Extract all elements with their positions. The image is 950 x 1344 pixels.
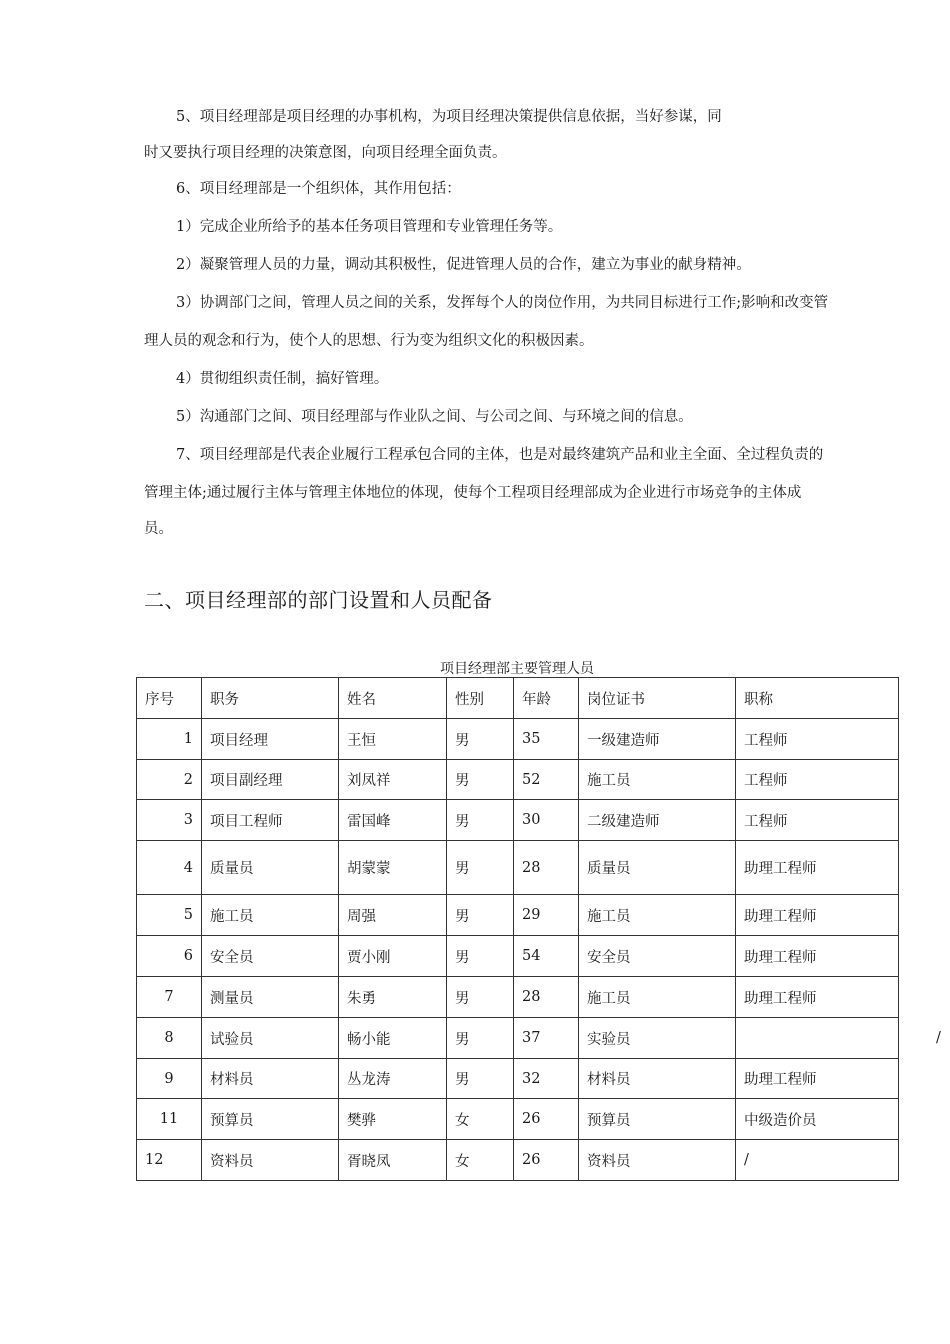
paragraph-6-item-2: 2）凝聚管理人员的力量，调动其积极性，促进管理人员的合作，建立为事业的献身精神。 xyxy=(176,257,751,273)
cell-name: 胡蒙蒙 xyxy=(339,841,447,895)
cell-title: 助理工程师 xyxy=(736,1059,899,1099)
cell-age: 32 xyxy=(514,1059,579,1099)
cell-title: 助理工程师 xyxy=(736,936,899,977)
header-cell: 岗位证书 xyxy=(579,678,736,719)
paragraph-5-line-1: 5、项目经理部是项目经理的办事机构，为项目经理决策提供信息依据，当好参谋，同 xyxy=(176,109,722,125)
cell-gender: 男 xyxy=(447,977,514,1018)
cell-gender: 男 xyxy=(447,800,514,841)
cell-index: 8 xyxy=(137,1018,202,1059)
cell-title: 工程师 xyxy=(736,760,899,800)
cell-title: 助理工程师 xyxy=(736,841,899,895)
cell-position: 项目副经理 xyxy=(202,760,339,800)
cell-name: 朱勇 xyxy=(339,977,447,1018)
cell-certificate: 材料员 xyxy=(579,1059,736,1099)
cell-age: 30 xyxy=(514,800,579,841)
cell-certificate: 一级建造师 xyxy=(579,719,736,760)
paragraph-7-line-2: 管理主体;通过履行主体与管理主体地位的体现，使每个工程项目经理部成为企业进行市场竞争的主体成 xyxy=(144,485,802,501)
cell-gender: 男 xyxy=(447,719,514,760)
table-row xyxy=(137,800,899,841)
paragraph-7-line-1: 7、项目经理部是代表企业履行工程承包合同的主体，也是对最终建筑产品和业主全面、全过程负责的 xyxy=(176,447,824,463)
paragraph-7-line-3: 员。 xyxy=(144,521,173,537)
cell-age: 54 xyxy=(514,936,579,977)
paragraph-6-item-3-line-1: 3）协调部门之间，管理人员之间的关系，发挥每个人的岗位作用，为共同目标进行工作;影响和改变管 xyxy=(176,295,829,311)
cell-name: 雷国峰 xyxy=(339,800,447,841)
cell-position: 试验员 xyxy=(202,1018,339,1059)
table-row xyxy=(137,936,899,977)
cell-title: / xyxy=(736,1140,899,1181)
cell-index: 6 xyxy=(137,936,202,977)
cell-title: 工程师 xyxy=(736,800,899,841)
cell-index: 9 xyxy=(137,1059,202,1099)
cell-position: 测量员 xyxy=(202,977,339,1018)
table-row xyxy=(137,1059,899,1099)
cell-name: 周强 xyxy=(339,895,447,936)
cell-name: 樊骅 xyxy=(339,1099,447,1140)
cell-gender: 男 xyxy=(447,1018,514,1059)
cell-title: 助理工程师 xyxy=(736,895,899,936)
cell-position: 材料员 xyxy=(202,1059,339,1099)
cell-name: 贾小刚 xyxy=(339,936,447,977)
header-cell: 年龄 xyxy=(514,678,579,719)
table-header-row xyxy=(137,678,899,719)
cell-index: 5 xyxy=(137,895,202,936)
cell-title: 助理工程师 xyxy=(736,977,899,1018)
cell-age: 26 xyxy=(514,1099,579,1140)
header-cell: 性别 xyxy=(447,678,514,719)
table-row xyxy=(137,841,899,895)
paragraph-6: 6、项目经理部是一个组织体，其作用包括： xyxy=(176,181,461,197)
cell-name: 刘凤祥 xyxy=(339,760,447,800)
header-cell: 序号 xyxy=(137,678,202,719)
cell-age: 28 xyxy=(514,841,579,895)
table-row xyxy=(137,719,899,760)
cell-title: 中级造价员 xyxy=(736,1099,899,1140)
cell-position: 施工员 xyxy=(202,895,339,936)
table-row xyxy=(137,895,899,936)
paragraph-6-item-4: 4）贯彻组织责任制，搞好管理。 xyxy=(176,371,389,387)
cell-index: 12 xyxy=(137,1140,202,1181)
cell-position: 资料员 xyxy=(202,1140,339,1181)
cell-certificate: 预算员 xyxy=(579,1099,736,1140)
table-row xyxy=(137,1018,899,1059)
cell-age: 52 xyxy=(514,760,579,800)
cell-certificate: 施工员 xyxy=(579,895,736,936)
table-row xyxy=(137,977,899,1018)
cell-gender: 男 xyxy=(447,1059,514,1099)
cell-gender: 男 xyxy=(447,895,514,936)
paragraph-6-item-3-line-2: 理人员的观念和行为，使个人的思想、行为变为组织文化的积极因素。 xyxy=(144,333,594,349)
cell-title: / xyxy=(736,1018,899,1059)
table-row xyxy=(137,1099,899,1140)
cell-gender: 女 xyxy=(447,1099,514,1140)
cell-age: 37 xyxy=(514,1018,579,1059)
cell-age: 26 xyxy=(514,1140,579,1181)
cell-index: 3 xyxy=(137,800,202,841)
cell-title: 工程师 xyxy=(736,719,899,760)
cell-certificate: 质量员 xyxy=(579,841,736,895)
cell-gender: 女 xyxy=(447,1140,514,1181)
paragraph-6-item-1: 1）完成企业所给予的基本任务项目管理和专业管理任务等。 xyxy=(176,219,563,235)
cell-position: 预算员 xyxy=(202,1099,339,1140)
cell-name: 王恒 xyxy=(339,719,447,760)
cell-name: 胥晓凤 xyxy=(339,1140,447,1181)
cell-gender: 男 xyxy=(447,760,514,800)
header-cell: 职务 xyxy=(202,678,339,719)
staff-table-last-row-block xyxy=(136,1139,898,1181)
table-row xyxy=(137,1140,899,1181)
cell-index: 2 xyxy=(137,760,202,800)
cell-age: 28 xyxy=(514,977,579,1018)
header-cell: 姓名 xyxy=(339,678,447,719)
table-row xyxy=(137,760,899,800)
header-cell: 职称 xyxy=(736,678,899,719)
staff-table-continuation xyxy=(136,1139,899,1181)
cell-age: 35 xyxy=(514,719,579,760)
cell-index: 11 xyxy=(137,1099,202,1140)
cell-certificate: 安全员 xyxy=(579,936,736,977)
table-caption: 项目经理部主要管理人员 xyxy=(440,661,594,677)
cell-position: 项目经理 xyxy=(202,719,339,760)
cell-index: 4 xyxy=(137,841,202,895)
cell-position: 质量员 xyxy=(202,841,339,895)
cell-name: 畅小能 xyxy=(339,1018,447,1059)
cell-position: 项目工程师 xyxy=(202,800,339,841)
cell-index: 7 xyxy=(137,977,202,1018)
cell-gender: 男 xyxy=(447,841,514,895)
cell-certificate: 实验员 xyxy=(579,1018,736,1059)
section-heading: 二、项目经理部的部门设置和人员配备 xyxy=(144,588,493,612)
cell-index: 1 xyxy=(137,719,202,760)
cell-certificate: 施工员 xyxy=(579,760,736,800)
cell-certificate: 施工员 xyxy=(579,977,736,1018)
paragraph-6-item-5: 5）沟通部门之间、项目经理部与作业队之间、与公司之间、与环境之间的信息。 xyxy=(176,409,693,425)
cell-age: 29 xyxy=(514,895,579,936)
staff-table xyxy=(136,677,941,1140)
cell-gender: 男 xyxy=(447,936,514,977)
paragraph-5-line-2: 时又要执行项目经理的决策意图，向项目经理全面负责。 xyxy=(144,145,507,161)
cell-certificate: 二级建造师 xyxy=(579,800,736,841)
cell-position: 安全员 xyxy=(202,936,339,977)
cell-name: 丛龙涛 xyxy=(339,1059,447,1099)
cell-certificate: 资料员 xyxy=(579,1140,736,1181)
